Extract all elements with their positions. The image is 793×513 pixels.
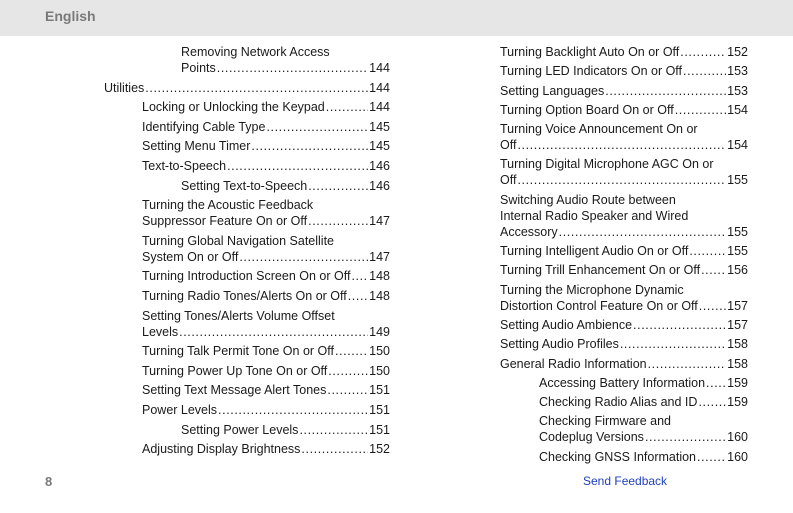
toc-entry[interactable] — [500, 262, 748, 278]
toc-entry-row — [500, 102, 748, 118]
toc-entry[interactable] — [500, 375, 748, 391]
toc-entry-row — [500, 172, 748, 188]
toc-page-number: 158 — [727, 356, 748, 371]
toc-entry-title: Codeplug Versions — [539, 430, 644, 445]
toc-dot-leader — [266, 119, 368, 135]
toc-dot-leader — [683, 63, 726, 79]
toc-page-number: 158 — [727, 337, 748, 352]
toc-entry-title: General Radio Information — [500, 356, 647, 371]
toc-page-number: 145 — [369, 119, 390, 134]
toc-entry[interactable] — [104, 268, 390, 284]
toc-page-number: 150 — [369, 363, 390, 378]
toc-entry[interactable] — [104, 80, 390, 96]
toc-entry[interactable] — [500, 282, 748, 314]
toc-entry-row — [500, 224, 748, 240]
toc-dot-leader — [605, 83, 726, 99]
header-language: English — [45, 8, 96, 24]
toc-dot-leader — [251, 138, 368, 154]
toc-entry-title: Levels — [142, 324, 179, 339]
toc-page-number: 157 — [727, 317, 748, 332]
toc-entry[interactable] — [104, 233, 390, 265]
toc-page-number: 151 — [369, 422, 390, 437]
toc-entry-title: Points — [181, 61, 216, 75]
toc-entry-title: Power Levels — [142, 402, 218, 417]
toc-dot-leader — [680, 44, 726, 60]
toc-entry-title: Accessory — [500, 224, 558, 239]
toc-page-number: 147 — [369, 249, 390, 264]
toc-entry[interactable] — [500, 317, 748, 333]
toc-page-number: 153 — [727, 64, 748, 79]
toc-page-number: 150 — [369, 344, 390, 359]
toc-entry-row — [500, 336, 748, 352]
toc-dot-leader — [308, 178, 368, 194]
toc-entry-row — [142, 158, 390, 174]
toc-entry-title: Turning Talk Permit Tone On or Off — [142, 344, 334, 359]
toc-entry-title: Utilities — [104, 80, 145, 95]
toc-entry-title: Checking Radio Alias and ID — [539, 395, 698, 410]
toc-page-number: 155 — [727, 244, 748, 259]
toc-entry-row — [500, 317, 748, 333]
toc-entry-row — [500, 298, 748, 314]
toc-entry[interactable] — [500, 63, 748, 79]
toc-entry-row — [181, 60, 390, 76]
toc-entry-title: Locking or Unlocking the Keypad — [142, 100, 325, 115]
toc-entry-row — [142, 324, 390, 340]
toc-entry-title: Checking GNSS Information — [539, 449, 697, 464]
toc-dot-leader — [699, 298, 726, 314]
toc-page-number: 144 — [369, 80, 390, 95]
toc-entry-row — [142, 213, 390, 229]
toc-entry-row — [500, 63, 748, 79]
toc-entry-title-line: Setting Tones/Alerts Volume Offset — [142, 308, 335, 323]
toc-entry-title: Setting Audio Profiles — [500, 337, 619, 352]
toc-entry-title-line: Internal Radio Speaker and Wired — [500, 208, 689, 223]
toc-dot-leader — [517, 172, 726, 188]
toc-entry-title-line: Turning the Microphone Dynamic — [500, 282, 684, 297]
toc-entry-title: Setting Menu Timer — [142, 139, 251, 154]
toc-entry-title: Setting Power Levels — [181, 422, 299, 437]
toc-entry[interactable] — [104, 382, 390, 398]
toc-entry-title: Turning Option Board On or Off — [500, 102, 674, 117]
toc-entry-row — [142, 343, 390, 359]
toc-entry[interactable] — [104, 308, 390, 340]
toc-page-number: 144 — [369, 61, 390, 75]
toc-dot-leader — [327, 382, 368, 398]
toc-entry[interactable] — [500, 156, 748, 188]
toc-page-number: 160 — [727, 449, 748, 464]
toc-entry[interactable] — [104, 178, 390, 194]
toc-dot-leader — [559, 224, 726, 240]
toc-entry-title-line: Turning Global Navigation Satellite — [142, 233, 335, 248]
toc-dot-leader — [301, 441, 368, 457]
toc-entry[interactable] — [104, 363, 390, 379]
toc-entry[interactable] — [500, 243, 748, 259]
toc-entry-title-line: Turning Voice Announcement On or — [500, 122, 698, 137]
toc-page-number: 147 — [369, 214, 390, 229]
toc-entry-title: Off — [500, 173, 517, 188]
toc-entry[interactable] — [500, 336, 748, 352]
toc-page-number: 151 — [369, 402, 390, 417]
toc-entry-title-line: Turning the Acoustic Feedback — [142, 198, 314, 213]
toc-dot-leader — [145, 80, 368, 96]
toc-dot-leader — [698, 394, 726, 410]
toc-dot-leader — [633, 317, 726, 333]
toc-page-number: 156 — [727, 263, 748, 278]
toc-dot-leader — [675, 102, 726, 118]
toc-page-number: 155 — [727, 173, 748, 188]
toc-entry-row — [500, 262, 748, 278]
toc-dot-leader — [328, 363, 368, 379]
toc-entry-title-line: Switching Audio Route between — [500, 192, 676, 207]
toc-dot-leader — [217, 60, 368, 76]
toc-dot-leader — [326, 99, 368, 115]
toc-page-number: 160 — [727, 430, 748, 445]
toc-entry-title-line: Removing Network Access — [181, 45, 330, 59]
toc-entry-title: Turning Intelligent Audio On or Off — [500, 244, 689, 259]
toc-entry[interactable] — [500, 102, 748, 118]
toc-entry[interactable] — [104, 158, 390, 174]
toc-page-number: 148 — [369, 269, 390, 284]
toc-entry-row — [142, 249, 390, 265]
toc-entry-title: Identifying Cable Type — [142, 119, 266, 134]
toc-entry-row — [142, 99, 390, 115]
toc-entry-title: Suppressor Feature On or Off — [142, 214, 308, 229]
toc-dot-leader — [299, 422, 368, 438]
toc-entry-row — [142, 382, 390, 398]
toc-page-number: 154 — [727, 138, 748, 153]
toc-entry-row — [539, 375, 748, 391]
toc-entry-title: Distortion Control Feature On or Off — [500, 298, 698, 313]
toc-entry[interactable] — [500, 356, 748, 372]
toc-entry-title: Turning Radio Tones/Alerts On or Off — [142, 288, 347, 303]
toc-entry[interactable] — [104, 138, 390, 154]
toc-entry-row — [104, 80, 390, 96]
toc-page-number: 154 — [727, 102, 748, 117]
toc-entry[interactable] — [104, 402, 390, 418]
toc-dot-leader — [227, 158, 368, 174]
toc-page-number: 146 — [369, 158, 390, 173]
toc-dot-leader — [689, 243, 726, 259]
toc-page-number: 152 — [369, 442, 390, 457]
toc-entry-row — [181, 422, 390, 438]
toc-entry-row — [500, 137, 748, 153]
toc-entry[interactable] — [104, 343, 390, 359]
toc-dot-leader — [517, 137, 726, 153]
toc-entry-title-line: Checking Firmware and — [539, 414, 671, 429]
header-band — [0, 0, 793, 36]
toc-entry[interactable] — [500, 83, 748, 99]
toc-entry-row — [500, 83, 748, 99]
toc-page-number: 159 — [727, 395, 748, 410]
toc-entry-title: Setting Languages — [500, 83, 605, 98]
toc-page-number: 146 — [369, 178, 390, 193]
toc-entry-title: Turning Power Up Tone On or Off — [142, 363, 328, 378]
toc-dot-leader — [697, 449, 726, 465]
toc-dot-leader — [179, 324, 368, 340]
toc-entry-row — [142, 138, 390, 154]
toc-entry-row — [500, 356, 748, 372]
toc-entry-row — [500, 44, 748, 60]
toc-page-number: 157 — [727, 298, 748, 313]
toc-entry[interactable] — [500, 449, 748, 465]
toc-page-number: 152 — [727, 45, 748, 59]
toc-dot-leader — [239, 249, 368, 265]
toc-entry-row — [142, 363, 390, 379]
toc-dot-leader — [706, 375, 726, 391]
toc-entry[interactable] — [104, 99, 390, 115]
toc-page-number: 149 — [369, 324, 390, 339]
toc-entry[interactable] — [500, 192, 748, 240]
toc-entry-title: Off — [500, 138, 517, 153]
toc-entry-row — [181, 178, 390, 194]
toc-entry-row — [142, 268, 390, 284]
toc-entry[interactable] — [500, 44, 748, 60]
toc-page-number: 159 — [727, 375, 748, 390]
toc-dot-leader — [218, 402, 368, 418]
toc-entry-title: Turning Trill Enhancement On or Off — [500, 263, 701, 278]
toc-entry-row — [500, 243, 748, 259]
toc-entry-title: Setting Text Message Alert Tones — [142, 383, 327, 398]
page-number: 8 — [45, 474, 53, 489]
toc-dot-leader — [648, 356, 727, 372]
toc-entry[interactable] — [104, 288, 390, 304]
toc-dot-leader — [351, 268, 368, 284]
toc-entry-title: Accessing Battery Information — [539, 375, 706, 390]
toc-entry[interactable] — [500, 121, 748, 153]
toc-entry-title: Turning Introduction Screen On or Off — [142, 269, 351, 284]
toc-entry-row — [539, 394, 748, 410]
toc-page-number: 153 — [727, 83, 748, 98]
toc-entry[interactable] — [104, 197, 390, 229]
toc-dot-leader — [701, 262, 726, 278]
toc-column-left — [104, 44, 390, 461]
toc-page-number: 148 — [369, 288, 390, 303]
toc-entry-title: Adjusting Display Brightness — [142, 442, 301, 457]
toc-dot-leader — [348, 288, 368, 304]
toc-page-number: 155 — [727, 224, 748, 239]
toc-entry[interactable] — [500, 413, 748, 445]
toc-page-number: 145 — [369, 139, 390, 154]
toc-page-number: 151 — [369, 383, 390, 398]
toc-entry-row — [142, 119, 390, 135]
toc-entry[interactable] — [500, 394, 748, 410]
toc-entry[interactable] — [104, 44, 390, 76]
toc-entry-title: Text-to-Speech — [142, 158, 227, 173]
toc-entry-row — [142, 441, 390, 457]
toc-entry-row — [142, 402, 390, 418]
toc-entry[interactable] — [104, 119, 390, 135]
toc-entry-title-line: Turning Digital Microphone AGC On or — [500, 157, 714, 172]
toc-entry[interactable] — [104, 441, 390, 457]
toc-dot-leader — [620, 336, 726, 352]
toc-dot-leader — [308, 213, 368, 229]
send-feedback-link[interactable]: Send Feedback — [583, 474, 668, 488]
toc-entry-row — [539, 449, 748, 465]
toc-dot-leader — [335, 343, 368, 359]
toc-column-right — [500, 44, 748, 468]
toc-entry-row — [142, 288, 390, 304]
toc-entry-title: Turning LED Indicators On or Off — [500, 64, 683, 79]
toc-entry-title: Setting Text-to-Speech — [181, 178, 308, 193]
toc-entry-title: System On or Off — [142, 249, 239, 264]
toc-entry-row — [539, 429, 748, 445]
toc-entry-title: Turning Backlight Auto On or Off — [500, 45, 680, 59]
toc-dot-leader — [645, 429, 726, 445]
toc-page-number: 144 — [369, 100, 390, 115]
toc-entry[interactable] — [104, 422, 390, 438]
toc-entry-title: Setting Audio Ambience — [500, 317, 633, 332]
